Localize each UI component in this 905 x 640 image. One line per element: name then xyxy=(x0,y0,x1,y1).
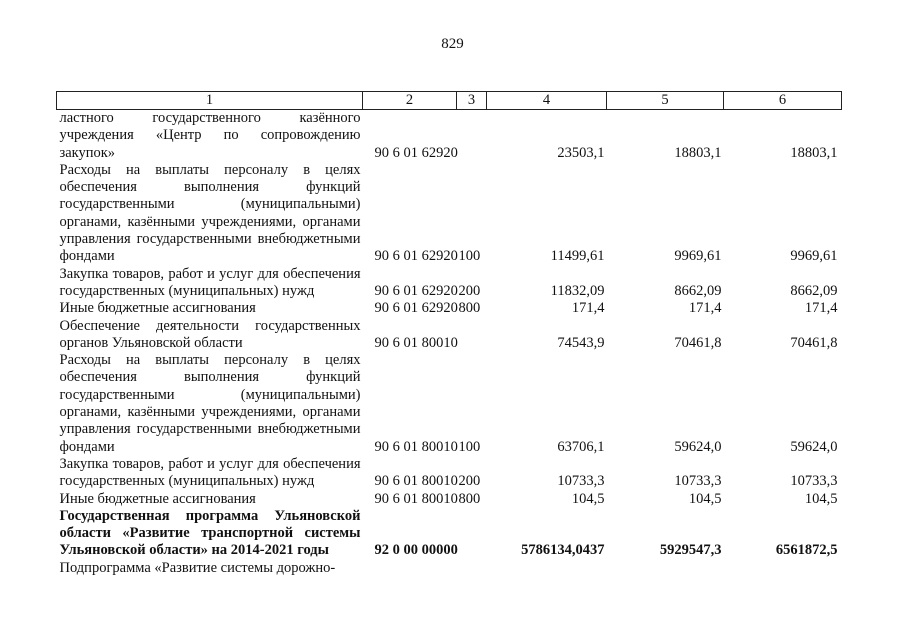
row-target-code: 90 6 01 80010 xyxy=(374,490,458,507)
row-amount-3: 8662,09 xyxy=(790,282,838,299)
page-number: 829 xyxy=(441,36,464,52)
row-amount-3: 6561872,5 xyxy=(775,542,838,559)
row-name: Иные бюджетные ассигнования xyxy=(59,300,256,317)
row-amount-1: 74543,9 xyxy=(557,334,605,351)
row-amount-2: 9969,61 xyxy=(674,248,722,265)
row-name: Иные бюджетные ассигнования xyxy=(59,490,256,507)
table-row xyxy=(57,491,842,508)
row-name: Расходы на выплаты персоналу в целях обеспечения выполнения функций государственными (муниципальными) органами, казёнными учреждениями, органами управления государственными внебюджетными фондами xyxy=(59,352,361,455)
budget-table xyxy=(56,91,842,577)
row-expense-type: 100 xyxy=(458,248,481,265)
row-name: Подпрограмма «Развитие системы дорожно- xyxy=(59,559,336,576)
row-amount-2: 5929547,3 xyxy=(659,542,722,559)
row-amount-1: 5786134,0437 xyxy=(521,542,605,559)
row-amount-1: 11832,09 xyxy=(550,282,605,299)
row-amount-2: 59624,0 xyxy=(674,438,722,455)
row-amount-3: 18803,1 xyxy=(790,144,838,161)
row-target-code: 90 6 01 62920 xyxy=(374,144,458,161)
column-header-5: 5 xyxy=(607,92,724,110)
row-name: ластного государственного казённого учреждения «Центр по сопровождению закупок» xyxy=(59,110,361,161)
row-amount-1: 171,4 xyxy=(571,300,605,317)
row-name: Расходы на выплаты персоналу в целях обеспечения выполнения функций государственными (муниципальными) органами, казёнными учреждениями, органами управления государственными внебюджетными фондами xyxy=(59,161,361,265)
column-header-1: 1 xyxy=(57,92,363,110)
row-expense-type xyxy=(457,318,487,353)
table-row xyxy=(57,456,842,491)
row-amount-3: 104,5 xyxy=(804,490,838,507)
table-row xyxy=(57,266,842,301)
row-target-code: 92 0 00 00000 xyxy=(374,542,458,559)
row-amount-2: 171,4 xyxy=(688,300,722,317)
row-amount-3 xyxy=(724,560,842,577)
row-amount-1 xyxy=(487,560,607,577)
row-amount-3: 10733,3 xyxy=(790,473,838,490)
column-header-6: 6 xyxy=(724,92,842,110)
row-amount-2: 10733,3 xyxy=(674,473,722,490)
row-amount-1: 10733,3 xyxy=(557,473,605,490)
row-name: Закупка товаров, работ и услуг для обеспечения государственных (муниципальных) нужд xyxy=(59,455,361,490)
header-row xyxy=(57,92,842,110)
row-amount-2: 18803,1 xyxy=(674,144,722,161)
row-expense-type: 200 xyxy=(458,473,481,490)
row-target-code: 90 6 01 80010 xyxy=(374,473,458,490)
row-target-code: 90 6 01 62920 xyxy=(374,248,458,265)
table-row-program-total xyxy=(57,508,842,560)
row-target-code: 90 6 01 62920 xyxy=(374,282,458,299)
row-name: Закупка товаров, работ и услуг для обеспечения государственных (муниципальных) нужд xyxy=(59,265,361,299)
table-row xyxy=(57,110,842,162)
row-expense-type xyxy=(457,110,487,162)
row-expense-type xyxy=(457,560,487,577)
column-header-3: 3 xyxy=(457,92,487,110)
row-target-code: 90 6 01 62920 xyxy=(374,300,458,317)
row-amount-3: 171,4 xyxy=(804,300,838,317)
column-header-2: 2 xyxy=(363,92,457,110)
row-expense-type: 100 xyxy=(458,438,481,455)
column-header-4: 4 xyxy=(487,92,607,110)
row-expense-type: 800 xyxy=(458,490,481,507)
row-name: Обеспечение деятельности государственных органов Ульяновской области xyxy=(59,317,361,351)
row-amount-3: 70461,8 xyxy=(790,334,838,351)
table-row xyxy=(57,162,842,266)
row-expense-type: 200 xyxy=(458,282,481,299)
row-amount-1: 23503,1 xyxy=(557,144,605,161)
row-amount-1: 11499,61 xyxy=(550,248,605,265)
row-amount-2 xyxy=(607,560,724,577)
row-target-code: 90 6 01 80010 xyxy=(374,334,458,351)
row-amount-1: 63706,1 xyxy=(557,438,605,455)
row-amount-2: 70461,8 xyxy=(674,334,722,351)
row-name: Государственная программа Ульяновской области «Развитие транспортной системы Ульяновской области» на 2014-2021 годы xyxy=(59,507,361,559)
row-expense-type: 800 xyxy=(458,300,481,317)
row-amount-1: 104,5 xyxy=(571,490,605,507)
table-row xyxy=(57,300,842,317)
table-row xyxy=(57,352,842,456)
table-row xyxy=(57,318,842,353)
table-row xyxy=(57,560,842,577)
row-amount-2: 104,5 xyxy=(688,490,722,507)
row-expense-type xyxy=(457,508,487,560)
row-target-code: 90 6 01 80010 xyxy=(374,438,458,455)
row-target-code xyxy=(363,560,457,577)
row-amount-3: 59624,0 xyxy=(790,438,838,455)
row-amount-2: 8662,09 xyxy=(674,282,722,299)
row-amount-3: 9969,61 xyxy=(790,248,838,265)
